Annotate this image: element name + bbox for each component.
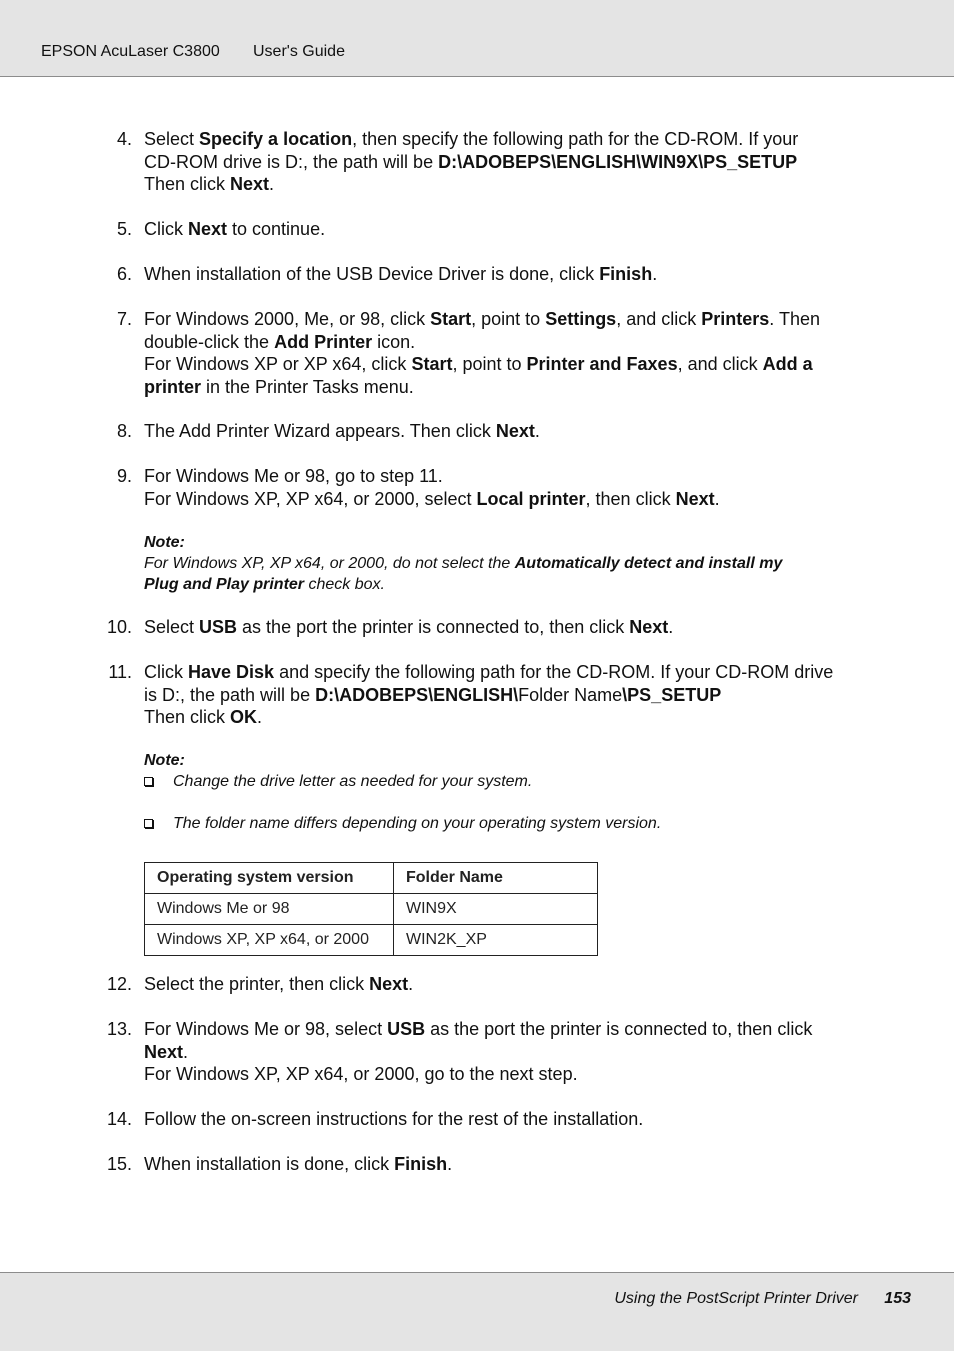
bold-text: Next <box>629 617 669 637</box>
bold-text: Next <box>495 421 535 441</box>
note-heading: Note: <box>144 752 185 769</box>
bold-text: Automatically detect and install my <box>514 555 783 572</box>
step-text <box>144 465 884 510</box>
table-cell: Windows Me or 98 <box>145 894 394 925</box>
guide-title: User's Guide <box>253 43 345 60</box>
step-number: 5. <box>116 219 132 239</box>
text-line: The Add Printer Wizard appears. Then click Next. <box>144 421 540 441</box>
bold-text: Plug and Play printer <box>144 576 305 593</box>
table-cell: WIN9X <box>394 894 598 925</box>
step-number: 10. <box>106 617 132 637</box>
text-line: Select Specify a location, then specify the following path for the CD-ROM. If your <box>144 129 799 149</box>
step-text <box>144 420 884 443</box>
page-footer <box>0 1272 954 1351</box>
text-line: Click Next to continue. <box>144 219 326 239</box>
section-title: Using the PostScript Printer Driver <box>614 1290 858 1307</box>
step-text <box>144 661 884 729</box>
text-line: For Windows 2000, Me, or 98, click Start, point to Settings, and click Printers. Then <box>144 309 820 329</box>
bold-text: USB <box>199 617 238 637</box>
step-text <box>144 616 884 639</box>
bold-text: Start <box>430 309 472 329</box>
text-line: Select USB as the port the printer is connected to, then click Next. <box>144 617 674 637</box>
step-text <box>144 1153 884 1176</box>
step-text <box>144 1108 884 1131</box>
step-text <box>144 308 884 398</box>
text-line: Next. <box>144 1041 189 1062</box>
folder-name-table <box>144 862 598 956</box>
step-text <box>144 1018 884 1086</box>
note-1 <box>144 532 884 595</box>
step-number: 8. <box>116 421 132 441</box>
bold-text: D:\ADOBEPS\ENGLISH\WIN9X\PS_SETUP <box>438 151 798 172</box>
text-line: For Windows XP or XP x64, click Start, point to Printer and Faxes, and click Add a <box>144 354 813 374</box>
text-line: Then click Next. <box>144 174 275 194</box>
bold-text: Finish <box>599 264 653 284</box>
table-row <box>145 894 598 925</box>
step-text <box>144 973 884 996</box>
bold-text: Next <box>675 488 715 509</box>
step-text <box>144 263 884 286</box>
bold-text: Next <box>230 174 270 194</box>
text-line: When installation is done, click Finish. <box>144 1154 453 1174</box>
bold-text: Next <box>144 1041 184 1062</box>
product-name: EPSON AcuLaser C3800 <box>41 43 220 60</box>
step-number: 13. <box>106 1019 132 1039</box>
table-cell: Windows XP, XP x64, or 2000 <box>145 925 394 956</box>
bold-text: USB <box>387 1019 426 1039</box>
checkbox-bullet-icon <box>144 819 153 828</box>
text-line: For Windows Me or 98, select USB as the port the printer is connected to, then click <box>144 1019 813 1039</box>
page-number: 153 <box>884 1290 911 1307</box>
text-line: CD-ROM drive is D:, the path will be D:\ADOBEPS\ENGLISH\WIN9X\PS_SETUP <box>144 151 798 172</box>
bold-text: Add a <box>762 354 813 374</box>
step-number: 7. <box>116 309 132 329</box>
text-line: double-click the Add Printer icon. <box>144 331 416 352</box>
table-cell: WIN2K_XP <box>394 925 598 956</box>
text-line: printer in the Printer Tasks menu. <box>144 376 414 397</box>
text-line: For Windows XP, XP x64, or 2000, go to the next step. <box>144 1064 578 1084</box>
step-number: 11. <box>108 662 132 682</box>
bold-text: printer <box>144 376 202 397</box>
page-header <box>0 0 954 77</box>
bold-text: Printers <box>701 309 770 329</box>
text-line: For Windows XP, XP x64, or 2000, select Local printer, then click Next. <box>144 488 720 509</box>
table-header-row <box>145 863 598 894</box>
text-line: For Windows XP, XP x64, or 2000, do not select the Automatically detect and install my <box>144 555 783 572</box>
text-line: is D:, the path will be D:\ADOBEPS\ENGLISH\Folder Name\PS_SETUP <box>144 684 722 705</box>
text-line: Follow the on-screen instructions for the rest of the installation. <box>144 1109 644 1129</box>
bold-text: Next <box>188 219 228 239</box>
step-number: 9. <box>116 466 132 486</box>
bold-text: Printer and Faxes <box>526 354 678 374</box>
text-line: Then click OK. <box>144 707 263 727</box>
bold-text: Next <box>369 974 409 994</box>
bold-text: Have Disk <box>188 662 275 682</box>
text-line: For Windows Me or 98, go to step 11. <box>144 466 443 486</box>
text-line: When installation of the USB Device Driver is done, click Finish. <box>144 264 658 284</box>
table-header-cell: Folder Name <box>394 863 598 894</box>
bullet-text: Change the drive letter as needed for your system. <box>173 773 533 790</box>
step-number: 6. <box>116 264 132 284</box>
bold-text: Add Printer <box>274 331 373 352</box>
step-number: 4. <box>116 129 132 149</box>
bold-text: Local printer <box>476 488 586 509</box>
bold-text: D:\ADOBEPS\ENGLISH\ <box>315 684 519 705</box>
bold-text: Specify a location <box>199 129 353 149</box>
step-number: 12. <box>106 974 132 994</box>
bold-text: Start <box>411 354 453 374</box>
checkbox-bullet-icon <box>144 777 153 786</box>
note-2 <box>144 750 884 771</box>
step-text <box>144 218 884 241</box>
text-line: Click Have Disk and specify the following path for the CD-ROM. If your CD-ROM drive <box>144 662 834 682</box>
step-number: 14. <box>106 1109 132 1129</box>
note-text <box>144 553 884 595</box>
note-heading: Note: <box>144 534 185 551</box>
bold-text: OK <box>230 707 258 727</box>
bold-text: \PS_SETUP <box>622 684 722 705</box>
text-line: Plug and Play printer check box. <box>144 576 385 593</box>
table-row <box>145 925 598 956</box>
step-number: 15. <box>106 1154 132 1174</box>
bullet-text: The folder name differs depending on your operating system version. <box>173 815 662 832</box>
bold-text: Settings <box>545 309 617 329</box>
step-text <box>144 128 884 196</box>
bold-text: Finish <box>394 1154 448 1174</box>
table-header-cell: Operating system version <box>145 863 394 894</box>
text-line: Select the printer, then click Next. <box>144 974 414 994</box>
